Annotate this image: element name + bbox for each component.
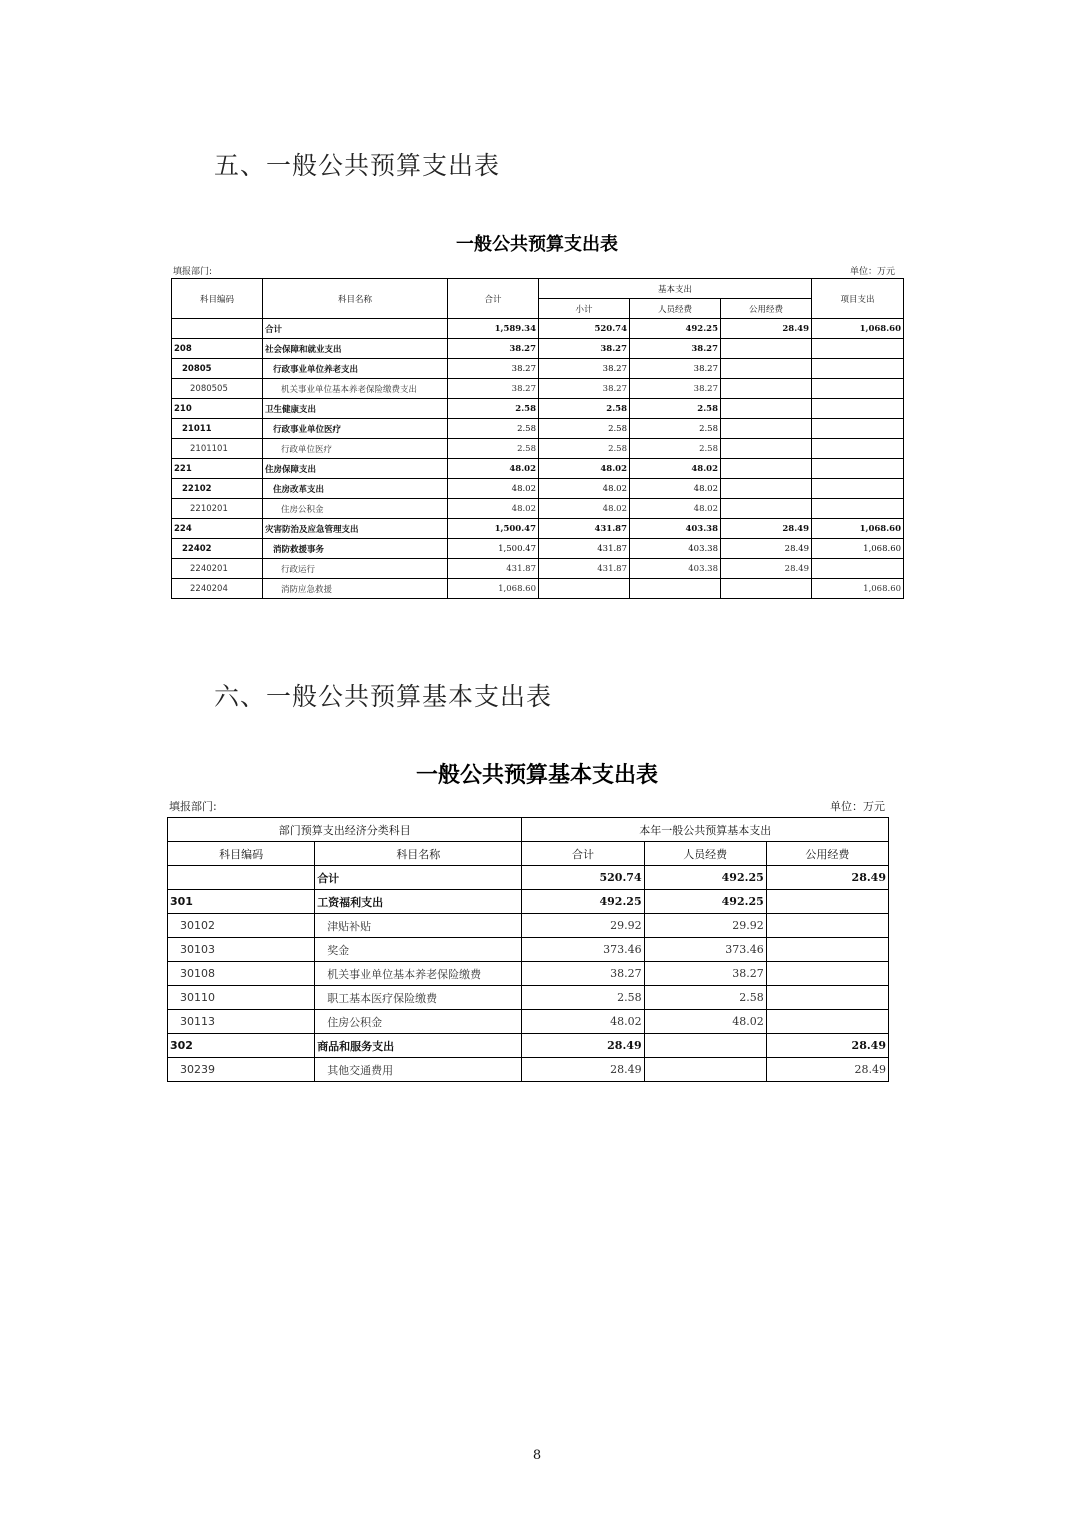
- cell-public: 28.49: [721, 559, 812, 579]
- col-header-basic: 基本支出: [539, 279, 812, 299]
- table-row: [172, 479, 904, 499]
- col-header-name: 科目名称: [315, 842, 522, 866]
- cell-code: 210: [172, 399, 263, 419]
- cell-total: 2.58: [448, 399, 539, 419]
- cell-project: [812, 379, 904, 399]
- cell-name: 津贴补贴: [315, 914, 522, 938]
- cell-project: [812, 419, 904, 439]
- cell-name: 灾害防治及应急管理支出: [263, 519, 448, 539]
- cell-code: 22102: [172, 479, 263, 499]
- cell-public: [721, 359, 812, 379]
- cell-subtotal: 2.58: [539, 399, 630, 419]
- cell-personnel: 2.58: [630, 419, 721, 439]
- table-2-dept-label: 填报部门:: [169, 800, 217, 813]
- table-row: [172, 419, 904, 439]
- cell-total: 38.27: [448, 379, 539, 399]
- cell-name: 行政运行: [263, 559, 448, 579]
- cell-public: [766, 938, 888, 962]
- table-1-title: 一般公共预算支出表: [456, 234, 618, 255]
- table-2-title: 一般公共预算基本支出表: [415, 763, 658, 788]
- cell-subtotal: 431.87: [539, 519, 630, 539]
- col-header-subtotal: 小计: [539, 299, 630, 319]
- cell-name: 行政单位医疗: [263, 439, 448, 459]
- table-row: [168, 866, 889, 890]
- table-row: [168, 890, 889, 914]
- cell-total: 38.27: [448, 339, 539, 359]
- cell-public: 28.49: [766, 1034, 888, 1058]
- cell-public: [766, 962, 888, 986]
- cell-total: 48.02: [448, 499, 539, 519]
- cell-total: 431.87: [448, 559, 539, 579]
- cell-project: [812, 559, 904, 579]
- cell-subtotal: [539, 579, 630, 599]
- cell-total: 48.02: [522, 1010, 644, 1034]
- cell-name: 社会保障和就业支出: [263, 339, 448, 359]
- cell-personnel: 29.92: [644, 914, 766, 938]
- cell-public: 28.49: [721, 519, 812, 539]
- cell-code: 21011: [172, 419, 263, 439]
- cell-subtotal: 38.27: [539, 359, 630, 379]
- cell-project: [812, 479, 904, 499]
- col-header-personnel: 人员经费: [644, 842, 766, 866]
- cell-personnel: 2.58: [630, 439, 721, 459]
- cell-public: [766, 914, 888, 938]
- cell-subtotal: 48.02: [539, 459, 630, 479]
- cell-personnel: 48.02: [644, 1010, 766, 1034]
- cell-code: 2101101: [172, 439, 263, 459]
- cell-subtotal: 2.58: [539, 439, 630, 459]
- cell-total: 1,068.60: [448, 579, 539, 599]
- cell-personnel: 2.58: [630, 399, 721, 419]
- cell-code: [168, 866, 315, 890]
- group-header-basic-expenditure: 本年一般公共预算基本支出: [522, 818, 889, 842]
- cell-name: 合计: [263, 319, 448, 339]
- cell-name: 消防救援事务: [263, 539, 448, 559]
- table-row: [172, 439, 904, 459]
- table-row: [168, 914, 889, 938]
- table-row: [172, 399, 904, 419]
- cell-subtotal: 38.27: [539, 339, 630, 359]
- table-2-unit-label: 单位：万元: [830, 800, 885, 813]
- cell-project: [812, 359, 904, 379]
- cell-personnel: 48.02: [630, 479, 721, 499]
- table-row: [168, 938, 889, 962]
- cell-name: 奖金: [315, 938, 522, 962]
- cell-name: 住房公积金: [315, 1010, 522, 1034]
- table-row: [172, 559, 904, 579]
- cell-personnel: 492.25: [644, 890, 766, 914]
- cell-code: 208: [172, 339, 263, 359]
- cell-name: 住房公积金: [263, 499, 448, 519]
- col-header-total: 合计: [448, 279, 539, 319]
- cell-personnel: [644, 1034, 766, 1058]
- cell-personnel: 48.02: [630, 459, 721, 479]
- general-budget-basic-expenditure-table: [167, 817, 889, 1082]
- cell-name: 住房改革支出: [263, 479, 448, 499]
- cell-code: 2240201: [172, 559, 263, 579]
- section-5-heading: 五、一般公共预算支出表: [214, 151, 501, 180]
- cell-public: 28.49: [721, 539, 812, 559]
- cell-code: [172, 319, 263, 339]
- general-budget-expenditure-table: [171, 278, 904, 599]
- table-row: [172, 459, 904, 479]
- cell-personnel: 38.27: [630, 339, 721, 359]
- col-header-code: 科目编码: [168, 842, 315, 866]
- cell-name: 消防应急救援: [263, 579, 448, 599]
- cell-total: 2.58: [448, 419, 539, 439]
- group-header-classification: 部门预算支出经济分类科目: [168, 818, 522, 842]
- cell-public: [721, 479, 812, 499]
- cell-project: [812, 499, 904, 519]
- cell-personnel: 38.27: [630, 359, 721, 379]
- col-header-personnel: 人员经费: [630, 299, 721, 319]
- cell-total: 520.74: [522, 866, 644, 890]
- cell-code: 22402: [172, 539, 263, 559]
- cell-public: [766, 890, 888, 914]
- cell-code: 30110: [168, 986, 315, 1010]
- table-row: [168, 1058, 889, 1082]
- cell-personnel: 48.02: [630, 499, 721, 519]
- cell-public: [766, 1010, 888, 1034]
- cell-code: 2240204: [172, 579, 263, 599]
- cell-project: [812, 339, 904, 359]
- cell-public: [721, 399, 812, 419]
- cell-total: 28.49: [522, 1034, 644, 1058]
- cell-total: 2.58: [448, 439, 539, 459]
- cell-name: 机关事业单位基本养老保险缴费: [315, 962, 522, 986]
- table-1-unit-label: 单位：万元: [850, 267, 896, 277]
- table-row: [172, 359, 904, 379]
- cell-total: 492.25: [522, 890, 644, 914]
- cell-name: 职工基本医疗保险缴费: [315, 986, 522, 1010]
- cell-total: 1,500.47: [448, 519, 539, 539]
- cell-project: 1,068.60: [812, 319, 904, 339]
- cell-name: 住房保障支出: [263, 459, 448, 479]
- table-1-dept-label: 填报部门:: [173, 267, 213, 277]
- cell-total: 38.27: [448, 359, 539, 379]
- table-row: [168, 1034, 889, 1058]
- table-row: [168, 962, 889, 986]
- cell-public: [721, 439, 812, 459]
- table-row: [172, 539, 904, 559]
- cell-project: 1,068.60: [812, 539, 904, 559]
- cell-total: 1,589.34: [448, 319, 539, 339]
- cell-subtotal: 2.58: [539, 419, 630, 439]
- cell-public: 28.49: [766, 1058, 888, 1082]
- table-row: [172, 499, 904, 519]
- cell-subtotal: 48.02: [539, 479, 630, 499]
- cell-total: 373.46: [522, 938, 644, 962]
- cell-name: 合计: [315, 866, 522, 890]
- cell-name: 商品和服务支出: [315, 1034, 522, 1058]
- cell-project: [812, 459, 904, 479]
- cell-personnel: 2.58: [644, 986, 766, 1010]
- cell-project: [812, 439, 904, 459]
- cell-subtotal: 520.74: [539, 319, 630, 339]
- cell-name: 机关事业单位基本养老保险缴费支出: [263, 379, 448, 399]
- table-row: [172, 379, 904, 399]
- cell-total: 2.58: [522, 986, 644, 1010]
- cell-total: 48.02: [448, 459, 539, 479]
- col-header-public: 公用经费: [766, 842, 888, 866]
- cell-personnel: [630, 579, 721, 599]
- col-header-name: 科目名称: [263, 279, 448, 319]
- cell-name: 行政事业单位养老支出: [263, 359, 448, 379]
- cell-code: 224: [172, 519, 263, 539]
- table-row: [168, 986, 889, 1010]
- table-row: [168, 1010, 889, 1034]
- cell-name: 工资福利支出: [315, 890, 522, 914]
- cell-code: 30113: [168, 1010, 315, 1034]
- cell-public: [721, 459, 812, 479]
- cell-personnel: 38.27: [630, 379, 721, 399]
- page-number: 8: [532, 1448, 542, 1463]
- cell-total: 29.92: [522, 914, 644, 938]
- cell-public: [721, 379, 812, 399]
- cell-public: 28.49: [766, 866, 888, 890]
- cell-subtotal: 48.02: [539, 499, 630, 519]
- cell-total: 38.27: [522, 962, 644, 986]
- cell-code: 221: [172, 459, 263, 479]
- col-header-code: 科目编码: [172, 279, 263, 319]
- cell-code: 301: [168, 890, 315, 914]
- section-6-heading: 六、一般公共预算基本支出表: [214, 682, 553, 711]
- cell-project: 1,068.60: [812, 519, 904, 539]
- cell-personnel: 492.25: [644, 866, 766, 890]
- table-row: [172, 579, 904, 599]
- cell-total: 28.49: [522, 1058, 644, 1082]
- cell-code: 30239: [168, 1058, 315, 1082]
- cell-name: 卫生健康支出: [263, 399, 448, 419]
- cell-subtotal: 431.87: [539, 539, 630, 559]
- cell-name: 行政事业单位医疗: [263, 419, 448, 439]
- cell-personnel: 403.38: [630, 519, 721, 539]
- cell-public: [721, 579, 812, 599]
- cell-personnel: 38.27: [644, 962, 766, 986]
- cell-personnel: 403.38: [630, 539, 721, 559]
- cell-personnel: [644, 1058, 766, 1082]
- cell-public: [721, 499, 812, 519]
- cell-public: [766, 986, 888, 1010]
- col-header-public: 公用经费: [721, 299, 812, 319]
- cell-code: 30102: [168, 914, 315, 938]
- cell-code: 2210201: [172, 499, 263, 519]
- col-header-total: 合计: [522, 842, 644, 866]
- table-row: [172, 339, 904, 359]
- cell-personnel: 492.25: [630, 319, 721, 339]
- cell-project: 1,068.60: [812, 579, 904, 599]
- cell-project: [812, 399, 904, 419]
- table-row: [172, 519, 904, 539]
- cell-subtotal: 38.27: [539, 379, 630, 399]
- col-header-project: 项目支出: [812, 279, 904, 319]
- cell-code: 30103: [168, 938, 315, 962]
- cell-personnel: 373.46: [644, 938, 766, 962]
- table-row: [172, 319, 904, 339]
- cell-total: 48.02: [448, 479, 539, 499]
- cell-public: 28.49: [721, 319, 812, 339]
- cell-personnel: 403.38: [630, 559, 721, 579]
- cell-code: 2080505: [172, 379, 263, 399]
- cell-public: [721, 419, 812, 439]
- cell-code: 20805: [172, 359, 263, 379]
- cell-public: [721, 339, 812, 359]
- cell-name: 其他交通费用: [315, 1058, 522, 1082]
- cell-subtotal: 431.87: [539, 559, 630, 579]
- cell-code: 30108: [168, 962, 315, 986]
- cell-total: 1,500.47: [448, 539, 539, 559]
- cell-code: 302: [168, 1034, 315, 1058]
